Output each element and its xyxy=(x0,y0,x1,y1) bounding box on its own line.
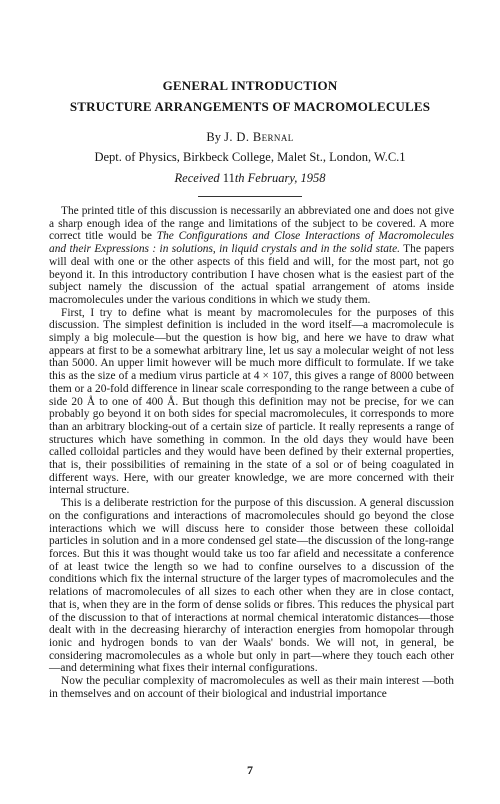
paragraph-1-full-title: The Configurations and Close Interactions of Macromolecules and their Expressions : in solutions, in liquid crystals and in the solid state. xyxy=(49,230,454,256)
received-date xyxy=(0,171,500,186)
received-prefix: Received xyxy=(174,171,223,185)
paragraph-3: This is a deliberate restriction for the purpose of this discussion. A general discussion on the configurations and interactions of macromolecules should go beyond the close interactions which we will discuss here to consider those between these colloidal particles in solution and in a more condensed gel state—the discussion of the long-range forces. But this it was thought would take us too far afield and necessitate a conference of at least twice the length so we had to confine ourselves to a discussion of the conditions which fix the internal structure of the larger types of macromolecules and the relations of macromolecules of all sizes to each other when they are in close contact, that is, when they are in the form of dense solids or fibres. This reduces the physical part of the discussion to that of interactions at normal chemical interatomic distances—those dealt with in the decreasing hierarchy of interaction energies from homopolar through ionic and hydrogen bonds to van der Waals' bonds. We will not, in general, be considering macromolecules as a whole but only in part—where they touch each other—and determining what fixes their internal configurations. xyxy=(49,497,454,675)
received-day: 11 xyxy=(222,171,235,185)
author-affiliation: Dept. of Physics, Birkbeck College, Malet St., London, W.C.1 xyxy=(94,150,406,164)
page-number: 7 xyxy=(247,763,253,777)
paragraph-1 xyxy=(49,205,454,307)
author-name: J. D. Bernal xyxy=(224,130,294,144)
paragraph-1-text-a: The printed title of this discussion is necessarily an abbreviated one and does not give a sharp enough idea of the range and limitations of the subject to be covered. A more correct title would be xyxy=(49,205,454,243)
article-body xyxy=(49,205,454,700)
paragraph-2: First, I try to define what is meant by macromolecules for the purposes of this discussion. The simplest definition is included in the word itself—a macromolecule is simply a big molecule—but the question is how big, and here we have to draw what appears at first to be a somewhat arbitrary line, let us say a molecular weight of not less than 5000. An upper limit however will be much more difficult to formulate. If we take this as the size of a medium virus particle at 4 × 107, this gives a range of 8000 between them or a 20-fold difference in linear scale corresponding to the range between a cube of side 20 Å to one of 400 Å. But though this definition may not be precise, for we can probably go beyond it on both sides for special macromolecules, it corresponds to more than an arbitrary blocking-out of a certain size of particle. It really represents a range of structures which have something in common. In the old days they would have been called colloidal particles and they would have been defined by their external properties, that is, their possibilities of remaining in the state of a sol or of being coagulated in different ways. Here, with our greater knowledge, we are more concerned with their internal structure. xyxy=(49,306,454,497)
paragraph-1-text-b: The papers will deal with one or the other aspects of this field and will, for the most part, not go beyond it. In this introductory contribution I have chosen what is the easiest part of the subject namely the discussion of the actual spatial arrangement of atoms inside macromolecules under the various conditions in which we study them. xyxy=(49,243,454,306)
section-heading: GENERAL INTRODUCTION xyxy=(162,78,338,93)
by-label: By xyxy=(206,130,225,144)
author-line xyxy=(0,130,500,145)
paragraph-4: Now the peculiar complexity of macromolecules as well as their main interest —both in themselves and on account of their biological and industrial importance xyxy=(49,675,454,700)
title-divider xyxy=(198,196,302,197)
received-rest: th February, 1958 xyxy=(234,171,326,185)
article-title: STRUCTURE ARRANGEMENTS OF MACROMOLECULES xyxy=(69,99,431,114)
